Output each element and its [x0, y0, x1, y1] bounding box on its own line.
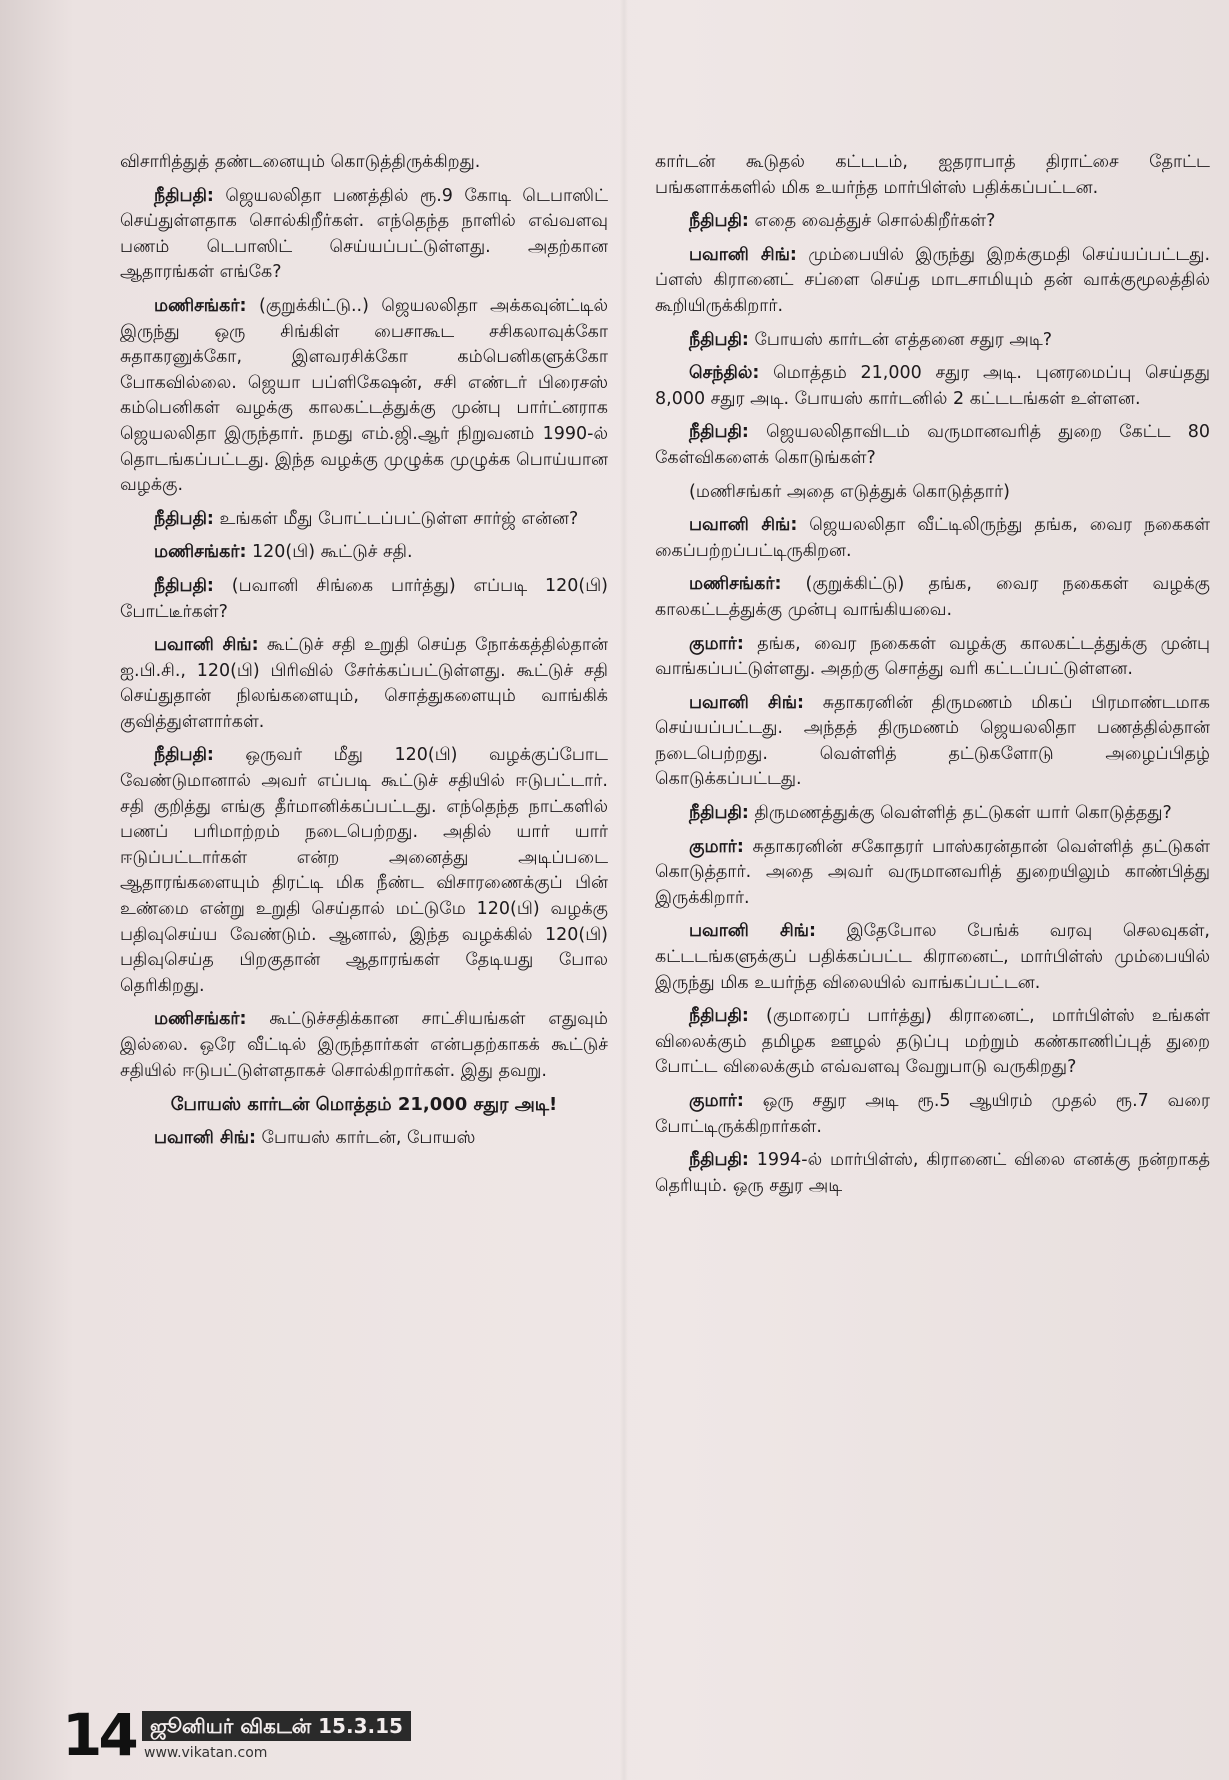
- website-link[interactable]: www.vikatan.com: [144, 1745, 268, 1761]
- paragraph: நீதிபதி: 1994-ல் மார்பிள்ஸ், கிரானைட் விலை எனக்கு நன்றாகத் தெரியும். ஒரு சதுர அடி: [655, 1150, 1210, 1196]
- paragraph: பவானி சிங்: கூட்டுச் சதி உறுதி செய்த நோக்கத்தில்தான் ஐ.பி.சி., 120(பி) பிரிவில் சேர்க்கப்பட்டுள்ளது. கூட்டுச் சதி செய்துதான் நிலங்களையும், சொத்துகளையும் வாங்கிக் குவித்துள்ளார்கள்.: [120, 635, 608, 732]
- paragraph: மணிசங்கர்: (குறுக்கிட்டு..) ஜெயலலிதா அக்கவுன்ட்டில் இருந்து ஒரு சிங்கிள் பைசாகூட சசிகலாவுக்கோ சுதாகரனுக்கோ, இளவரசிக்கோ கம்பெனிகளுக்கோ போகவில்லை. ஜெயா பப்ளிகேஷன், சசி எண்டர் பிரைசஸ் கம்பெனிகள் வழக்கு காலகட்டத்துக்கு முன்பு பார்ட்னராக ஜெயலலிதா இருந்தார். நமது எம்.ஜி.ஆர் நிறுவனம் 1990-ல் தொடங்கப்பட்டது. இந்த வழக்கு முழுக்க முழுக்க பொய்யான வழக்கு.: [120, 295, 608, 496]
- speaker: நீதிபதி:: [154, 185, 214, 206]
- speaker: நீதிபதி:: [689, 1150, 749, 1171]
- paragraph: மணிசங்கர்: கூட்டுச்சதிக்கான சாட்சியங்கள் எதுவும் இல்லை. ஒரே வீட்டில் இருந்தார்கள் என்பதற்காகக் கூட்டுச் சதியில் ஈடுபட்டுள்ளதாகச் சொல்கிறார்கள். இது தவறு.: [120, 1009, 608, 1081]
- speaker: பவானி சிங்:: [154, 1127, 256, 1148]
- paragraph: நீதிபதி: (குமாரைப் பார்த்து) கிரானைட், மார்பிள்ஸ் உங்கள் விலைக்கும் தமிழக ஊழல் தடுப்பு மற்றும் கண்காணிப்புத் துறை போட்ட விலைக்கும் எவ்வளவு வேறுபாடு வருகிறது?: [655, 1006, 1210, 1078]
- speaker: குமார்:: [689, 836, 744, 857]
- magazine-issue-label: ஜூனியர் விகடன் 15.3.15: [142, 1711, 411, 1741]
- paragraph: விசாரித்துத் தண்டனையும் கொடுத்திருக்கிறது.: [120, 152, 481, 172]
- paragraph: நீதிபதி: ஒருவர் மீது 120(பி) வழக்குப்போட வேண்டுமானால் அவர் எப்படி கூட்டுச் சதியில் ஈடுபட்டார். சதி குறித்து எங்கு தீர்மானிக்கப்பட்டது. எந்தெந்த நாட்களில் பணப் பரிமாற்றம் நடைபெற்றது. அதில் யார் யார் ஈடுப்பட்டார்கள் என்ற அனைத்து அடிப்படை ஆதாரங்களையும் திரட்டி மிக நீண்ட விசாரணைக்குப் பின் உண்மை என்று உறுதி செய்தால் மட்டுமே 120(பி) வழக்கு பதிவுசெய்ய வேண்டும். ஆனால், இந்த வழக்கில் 120(பி) பதிவுசெய்த பிறகுதான் ஆதாரங்கள் தேடியது போல தெரிகிறது.: [120, 745, 608, 996]
- paragraph: குமார்: சுதாகரனின் சகோதரர் பாஸ்கரன்தான் வெள்ளித் தட்டுகள் கொடுத்தார். அதை அவர் வருமானவரித் துறையிலும் காண்பித்து இருக்கிறார்.: [655, 836, 1210, 908]
- speaker: பவானி சிங்:: [689, 515, 798, 536]
- speaker: நீதிபதி:: [689, 211, 749, 232]
- speaker: மணிசங்கர்:: [689, 574, 782, 595]
- speaker: நீதிபதி:: [154, 745, 214, 766]
- paragraph: நீதிபதி: (பவானி சிங்கை பார்த்து) எப்படி 120(பி) போட்டீர்கள்?: [120, 575, 608, 622]
- page-number: 14: [62, 1701, 135, 1769]
- paragraph: குமார்: தங்க, வைர நகைகள் வழக்கு காலகட்டத்துக்கு முன்பு வாங்கப்பட்டுள்ளது. அதற்கு சொத்து வரி கட்டப்பட்டுள்ளன.: [655, 633, 1210, 680]
- paragraph: செந்தில்: மொத்தம் 21,000 சதுர அடி. புனரமைப்பு செய்தது 8,000 சதுர அடி. போயஸ் கார்டனில் 2 கட்டடங்கள் உள்ளன.: [655, 363, 1210, 409]
- speaker: பவானி சிங்:: [689, 692, 805, 713]
- paragraph: நீதிபதி: உங்கள் மீது போட்டப்பட்டுள்ள சார்ஜ் என்ன?: [154, 508, 579, 529]
- paragraph: மணிசங்கர்: 120(பி) கூட்டுச் சதி.: [154, 542, 413, 563]
- speaker: நீதிபதி:: [689, 1006, 749, 1027]
- paragraph: நீதிபதி: எதை வைத்துச் சொல்கிறீர்கள்?: [689, 211, 996, 232]
- speaker: செந்தில்:: [689, 363, 760, 384]
- speaker: நீதிபதி:: [154, 508, 214, 529]
- page-footer: [62, 1701, 403, 1769]
- speaker: மணிசங்கர்:: [154, 295, 247, 316]
- paragraph: பவானி சிங்: சுதாகரனின் திருமணம் மிகப் பிரமாண்டமாக செய்யப்பட்டது. அந்தத் திருமணம் ஜெயலலிதா பணத்தில்தான் நடைபெற்றது. வெள்ளித் தட்டுகளோடு அழைப்பிதழ் கொடுக்கப்பட்டது.: [655, 692, 1210, 790]
- subheading: போயஸ் கார்டன் மொத்தம் 21,000 சதுர அடி!: [170, 1094, 558, 1116]
- right-column: [655, 150, 1210, 1207]
- paragraph: பவானி சிங்: இதேபோல பேங்க் வரவு செலவுகள், கட்டடங்களுக்குப் பதிக்கப்பட்ட கிரானைட், மார்பிள்ஸ் மும்பையில் இருந்து மிக உயர்ந்த விலையில் வாங்கப்பட்டன.: [655, 921, 1210, 993]
- paragraph: நீதிபதி: திருமணத்துக்கு வெள்ளித் தட்டுகள் யார் கொடுத்தது?: [689, 803, 1172, 824]
- speaker: குமார்:: [689, 633, 744, 654]
- speaker: குமார்:: [689, 1091, 744, 1111]
- speaker: பவானி சிங்:: [689, 921, 817, 942]
- paragraph: குமார்: ஒரு சதுர அடி ரூ.5 ஆயிரம் முதல் ரூ.7 வரை போட்டிருக்கிறார்கள்.: [655, 1091, 1210, 1137]
- paragraph: மணிசங்கர்: (குறுக்கிட்டு) தங்க, வைர நகைகள் வழக்கு காலகட்டத்துக்கு முன்பு வாங்கியவை.: [655, 574, 1210, 620]
- speaker: பவானி சிங்:: [154, 635, 259, 656]
- paragraph: கார்டன் கூடுதல் கட்டடம், ஐதராபாத் திராட்சை தோட்ட பங்களாக்களில் மிக உயர்ந்த மார்பிள்ஸ் பதிக்கப்பட்டன.: [655, 152, 1210, 198]
- left-column: [120, 150, 608, 1159]
- page-crease: [620, 0, 628, 1780]
- paragraph: பவானி சிங்: போயஸ் கார்டன், போயஸ்: [154, 1127, 476, 1148]
- speaker: நீதிபதி:: [689, 803, 749, 824]
- speaker: மணிசங்கர்:: [154, 542, 247, 563]
- paragraph: நீதிபதி: போயஸ் கார்டன் எத்தனை சதுர அடி?: [689, 329, 1053, 350]
- paragraph: நீதிபதி: ஜெயலலிதாவிடம் வருமானவரித் துறை கேட்ட 80 கேள்விகளைக் கொடுங்கள்?: [655, 422, 1210, 468]
- paragraph: பவானி சிங்: மும்பையில் இருந்து இறக்குமதி செய்யப்பட்டது. ப்ளஸ் கிரானைட் சப்ளை செய்த மாடசாமியும் தன் வாக்குமூலத்தில் கூறியிருக்கிறார்.: [655, 244, 1211, 316]
- paragraph: நீதிபதி: ஜெயலலிதா பணத்தில் ரூ.9 கோடி டெபாஸிட் செய்துள்ளதாக சொல்கிறீர்கள். எந்தெந்த நாளில் எவ்வளவு பணம் டெபாஸிட் செய்யப்பட்டுள்ளது. அதற்கான ஆதாரங்கள் எங்கே?: [120, 185, 608, 283]
- paragraph: பவானி சிங்: ஜெயலலிதா வீட்டிலிருந்து தங்க, வைர நகைகள் கைப்பற்றப்பட்டிருகிறன.: [655, 515, 1211, 561]
- stage-note: (மணிசங்கர் அதை எடுத்துக் கொடுத்தார்): [689, 481, 1010, 502]
- speaker: பவானி சிங்:: [689, 244, 797, 265]
- speaker: நீதிபதி:: [689, 422, 749, 443]
- speaker: மணிசங்கர்:: [154, 1009, 247, 1030]
- speaker: நீதிபதி:: [689, 329, 749, 350]
- speaker: நீதிபதி:: [154, 575, 214, 596]
